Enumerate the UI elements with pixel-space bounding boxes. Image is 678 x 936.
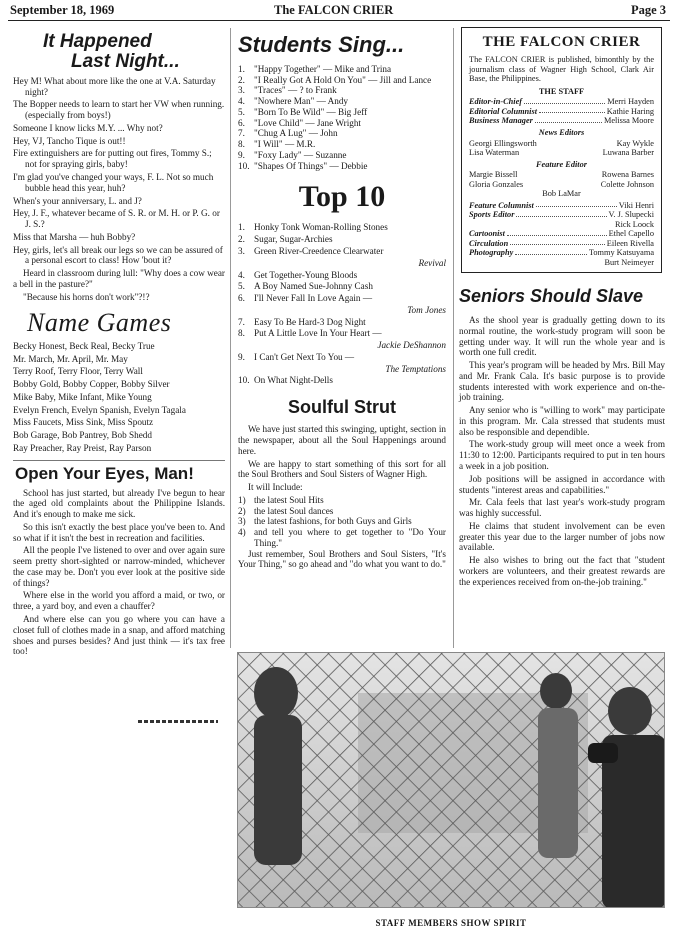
staff-heading: THE STAFF	[538, 86, 585, 96]
gossip-item: Fire extinguishers are for putting out fires, Tommy S.; not for spraying girls, baby!	[13, 148, 212, 170]
column-rule	[230, 28, 231, 648]
staff-member: Gloria Gonzales	[469, 179, 524, 189]
item-number: 2)	[238, 505, 246, 516]
name-game-item: Mike Baby, Mike Infant, Mike Young	[13, 391, 152, 402]
staff-role-row	[469, 107, 654, 117]
gossip-list	[13, 76, 225, 266]
chart-song-item	[238, 317, 446, 329]
item-text: "Foxy Lady" — Suzanne	[254, 149, 347, 160]
leader-dots	[471, 258, 602, 265]
closing-punchline: "Because his horns don't work"?!?	[23, 291, 150, 302]
soulful-list-item	[238, 495, 446, 506]
open-eyes-article	[13, 488, 225, 657]
item-number: 1)	[238, 494, 246, 505]
song-artist: Revival	[418, 257, 446, 268]
item-text: "Born To Be Wild" — Big Jeff	[254, 106, 368, 117]
staff-member: Lisa Waterman	[469, 148, 520, 158]
staff-role-row	[469, 229, 654, 239]
article-paragraph: School has just started, but already I've begun to hear the aged old complaints about the Philippine Islands. And it's enough to make me sick.	[13, 487, 225, 520]
article-paragraph: He claims that student involvement can be even greater this year due to the larger number of jobs now available.	[459, 520, 665, 553]
staff-role-row	[469, 201, 654, 211]
song-title: I Can't Get Next To You —	[254, 351, 355, 362]
item-text: "Shapes Of Things" — Debbie	[254, 160, 368, 171]
song-dedication-item	[238, 85, 446, 96]
song-artist: Tom Jones	[407, 304, 446, 315]
name-game-item: Bobby Gold, Bobby Copper, Bobby Silver	[13, 379, 170, 390]
item-number: 10.	[238, 160, 250, 171]
song-title: Easy To Be Hard-3 Dog Night	[254, 316, 366, 327]
item-text: "I Really Got A Hold On You" — Jill and Lance	[254, 74, 432, 85]
song-title: Sugar, Sugar-Archies	[254, 234, 333, 245]
name-game-item: Evelyn French, Evelyn Spanish, Evelyn Tagala	[13, 404, 186, 415]
chart-song-item	[238, 352, 446, 364]
item-number: 9.	[238, 351, 245, 362]
news-editors-heading: News Editors	[538, 127, 585, 137]
chart-song-item	[238, 375, 446, 387]
staff-name: Bob LaMar	[542, 189, 581, 199]
column-right	[459, 286, 665, 589]
issue-date: September 18, 1969	[10, 3, 115, 17]
article-paragraph: All the people I've listened to over and over again sure seem pretty short-sighted or narrow-minded, whichever the case may be. Don't you ever look at the positive side of things?	[13, 545, 225, 588]
chart-song-item	[238, 293, 446, 305]
leader-dots	[524, 97, 605, 104]
soulful-para: We are happy to start something of this sort for all the Soul Brothers and Soul Sisters of Wagner High.	[238, 458, 446, 480]
soulful-list-item	[238, 506, 446, 517]
staff-role: Editor-in-Chief	[469, 97, 523, 107]
chart-song-item	[238, 281, 446, 293]
column-middle	[238, 32, 446, 572]
item-number: 1.	[238, 63, 245, 74]
staff-photo	[237, 652, 665, 908]
staff-member: Margie Bissell	[469, 170, 518, 180]
staff-member: Rick Loock	[615, 219, 654, 229]
soulful-list	[238, 495, 446, 549]
staff-member: V. J. Slupecki	[608, 210, 654, 220]
leader-dots	[536, 201, 617, 208]
name-game-item: Mr. March, Mr. April, Mr. May	[13, 353, 128, 364]
leader-dots	[515, 248, 587, 255]
staff-box	[461, 27, 662, 273]
song-title: I'll Never Fall In Love Again —	[254, 293, 373, 304]
item-number: 2.	[238, 74, 245, 85]
song-dedication-item	[238, 118, 446, 129]
chart-song-item	[238, 270, 446, 282]
photo-image	[238, 653, 665, 908]
feature-editor-heading: Feature Editor	[536, 159, 587, 169]
item-number: 7.	[238, 128, 245, 139]
paper-name: The FALCON CRIER	[274, 3, 394, 17]
gossip-item: I'm glad you've changed your ways, F. L. Not so much bubble head this year, huh?	[13, 172, 214, 193]
news-editors	[469, 139, 654, 158]
top-10-list	[238, 222, 446, 387]
staff-member: Georgi Ellingsworth	[469, 138, 537, 148]
name-game-item: Ray Preacher, Ray Preist, Ray Parson	[13, 442, 152, 453]
column-rule	[453, 28, 454, 648]
gossip-item: Hey, J. F., whatever became of S. R. or M. H. or P. G. or J. S.?	[13, 208, 220, 230]
staff-role-row	[469, 258, 654, 268]
article-paragraph: Any senior who is "willing to work" may participate in this program. Mr. Cala stressed that students must also be responsible and dependible.	[459, 405, 665, 437]
staff-member: Kathie Haring	[606, 106, 654, 116]
divider	[13, 460, 225, 461]
name-game-item: Miss Faucets, Miss Sink, Miss Spoutz	[13, 417, 154, 428]
article-paragraph: As the shool year is gradually getting down to its normal routine, the work-study program will soon be getting under way. It will run the whole year and is worth one full credit.	[459, 315, 665, 358]
staff-member: Colette Johnson	[600, 179, 654, 189]
chart-song-item	[238, 328, 446, 340]
open-eyes-heading: Open Your Eyes, Man!	[15, 463, 194, 483]
staff-role-row	[469, 239, 654, 249]
name-game-item: Becky Honest, Beck Real, Becky True	[13, 340, 155, 351]
item-number: 3.	[238, 246, 245, 257]
gossip-item: Hey, girls, let's all break our legs so we can be assured of a personal escort to class! How 'bout it?	[13, 244, 223, 266]
students-sing-heading: Students Sing...	[238, 32, 405, 57]
name-game-item: Bob Garage, Bob Pantrey, Bob Shedd	[13, 430, 152, 441]
article-paragraph: Mr. Cala feels that last year's work-study program was highly successful.	[459, 497, 665, 519]
song-dedication-item	[238, 96, 446, 107]
soulful-para: Just remember, Soul Brothers and Soul Sisters, "It's Your Thing," so go ahead and "do what you want to do."	[238, 548, 446, 570]
song-title: Get Together-Young Bloods	[254, 269, 358, 280]
song-dedication-item	[238, 161, 446, 172]
article-paragraph: Where else in the world you afford a maid, or two, or three, a yard boy, and even a chauffer?	[13, 590, 225, 612]
seniors-article	[459, 315, 665, 587]
item-number: 5.	[238, 106, 245, 117]
item-text: "Nowhere Man" — Andy	[254, 96, 349, 107]
item-text: "Happy Together" — Mike and Trina	[254, 63, 392, 74]
staff-role-row	[469, 210, 654, 220]
staff-role: Editorial Columnist	[469, 106, 538, 116]
item-text: the latest Soul dances	[254, 505, 334, 516]
item-number: 6.	[238, 293, 245, 304]
staff-role-row	[469, 116, 654, 126]
leader-dots	[535, 116, 602, 123]
item-text: "I Will" — M.R.	[254, 139, 316, 150]
staff-member: Melissa Moore	[603, 116, 654, 126]
staff-member: Viki Henri	[618, 200, 654, 210]
item-number: 8.	[238, 139, 245, 150]
staff-member: Eileen Rivella	[606, 238, 654, 248]
heading-line: Last Night...	[71, 50, 180, 72]
staff-role: Sports Editor	[469, 210, 515, 220]
staff-roles	[469, 97, 654, 126]
staff-pair-row	[469, 170, 654, 180]
chart-song-item	[238, 222, 446, 234]
heading-line: It Happened	[43, 31, 152, 52]
item-text: and tell you where to get together to "Do Your Thing."	[254, 527, 446, 548]
staff-role: Cartoonist	[469, 229, 505, 239]
soulful-strut-heading: Soulful Strut	[288, 397, 396, 418]
masthead	[8, 0, 670, 21]
item-number: 4.	[238, 269, 245, 280]
article-paragraph: The work-study group will meet once a week from 11:30 to 12:00. Participants required to put in ten hours a week in a job position.	[459, 439, 665, 471]
column-left	[13, 32, 225, 659]
staff-pair-row	[469, 180, 654, 190]
name-games-list	[13, 341, 225, 454]
song-dedication-item	[238, 128, 446, 139]
staff-role-row	[469, 97, 654, 107]
soulful-para: We have just started this swinging, uptight, section in the newspaper, about all the Soul Happenings around here.	[238, 424, 446, 456]
item-text: the latest fashions, for both Guys and Girls	[254, 516, 412, 527]
staff-role: Circulation	[469, 238, 509, 248]
gossip-item: The Bopper needs to learn to start her VW when running. (especially from boys!)	[13, 99, 225, 121]
leader-dots	[507, 229, 607, 236]
chart-song-item	[238, 246, 446, 258]
top-10-heading: Top 10	[298, 180, 386, 214]
leader-dots	[516, 210, 606, 217]
song-title: Green River-Creedence Clearwater	[254, 246, 384, 257]
it-happened-heading	[13, 32, 225, 72]
article-paragraph: So this isn't exactly the best place you've been to. And so what if it isn't the best in recreation and facilities.	[13, 521, 225, 543]
staff-roles-2	[469, 201, 654, 268]
item-number: 3.	[238, 85, 245, 96]
article-paragraph: And where else can you go where you can have a closet full of clothes made in a snap, and afford matching shoes and purses besides? And just think — it's tax free too!	[13, 614, 225, 657]
gossip-item: Miss that Marsha — huh Bobby?	[13, 231, 136, 242]
item-number: 9.	[238, 149, 245, 160]
staff-role: Feature Columnist	[469, 200, 534, 210]
staff-member: Ethel Capello	[608, 229, 654, 239]
staff-pair-row	[469, 139, 654, 149]
staff-member: Burt Neimeyer	[604, 257, 654, 267]
item-text: the latest Soul Hits	[254, 494, 324, 505]
song-dedication-item	[238, 139, 446, 150]
photo-caption: STAFF MEMBERS SHOW SPIRIT	[375, 918, 527, 928]
item-number: 4.	[238, 96, 245, 107]
staff-member: Kay Wykle	[616, 138, 654, 148]
song-dedication-item	[238, 64, 446, 75]
item-number: 2.	[238, 234, 245, 245]
gossip-item: Hey M! What about more like the one at V.A. Saturday night?	[13, 75, 216, 97]
name-games-heading: Name Games	[27, 308, 172, 338]
staff-member: Luwana Barber	[602, 148, 654, 158]
item-number: 6.	[238, 117, 245, 128]
item-number: 7.	[238, 316, 245, 327]
song-title: A Boy Named Sue-Johnny Cash	[254, 281, 373, 292]
staff-box-intro: The FALCON CRIER is published, bimonthly by the journalism class of Wagner High School, Clark Air Base, the Philippines.	[469, 55, 654, 84]
song-title: On What Night-Dells	[254, 375, 333, 386]
item-number: 4)	[238, 527, 246, 538]
staff-role: Photography	[469, 248, 514, 258]
article-paragraph: He also wishes to bring out the fact that "student workers are volunteers, and their greatest rewards are the experiences received from on-the-job training."	[459, 555, 665, 587]
staff-role: Business Manager	[469, 116, 533, 126]
torn-edge	[138, 720, 218, 723]
song-artist: Jackie DeShannon	[377, 340, 446, 351]
staff-box-title: THE FALCON CRIER	[482, 34, 641, 50]
item-text: "Chug A Lug" — John	[254, 128, 338, 139]
item-number: 8.	[238, 328, 245, 339]
soulful-list-item	[238, 527, 446, 549]
item-number: 1.	[238, 222, 245, 233]
item-text: "Traces" — ? to Frank	[254, 85, 337, 96]
song-title: Put A Little Love In Your Heart —	[254, 328, 382, 339]
name-game-item: Terry Roof, Terry Floor, Terry Wall	[13, 366, 143, 377]
item-number: 5.	[238, 281, 245, 292]
article-paragraph: This year's program will be headed by Mrs. Bill May and Mr. Frank Cala. It's basic purpose is to provide students interested with work experience and on-the-job training.	[459, 360, 665, 403]
feature-editors	[469, 170, 654, 189]
leader-dots	[471, 220, 613, 227]
item-text: "Love Child" — Jane Wright	[254, 117, 361, 128]
song-dedication-item	[238, 107, 446, 118]
staff-role-row	[469, 248, 654, 258]
closing-quote: Heard in classroom during lull: "Why does a cow wear a bell in the pasture?"	[13, 268, 225, 289]
item-number: 10.	[238, 375, 250, 386]
students-sing-list	[238, 64, 446, 172]
staff-member: Rowena Barnes	[601, 170, 654, 180]
gossip-item: Someone I know licks M.Y. ... Why not?	[13, 122, 163, 133]
article-paragraph: Job positions will be assigned in accordance with students "interest areas and capabilities."	[459, 473, 665, 495]
leader-dots	[510, 239, 605, 246]
staff-pair-row	[469, 148, 654, 158]
song-artist: The Temptations	[385, 363, 446, 374]
gossip-item: Hey, VJ, Tancho Tique is out!!	[13, 135, 126, 146]
seniors-heading: Seniors Should Slave	[459, 286, 644, 306]
staff-member: Merri Hayden	[607, 97, 654, 107]
song-dedication-item	[238, 75, 446, 86]
staff-member: Tommy Katsuyama	[588, 248, 654, 258]
song-dedication-item	[238, 150, 446, 161]
chart-song-item	[238, 234, 446, 246]
soulful-para: It will Include:	[248, 482, 303, 493]
song-title: Honky Tonk Woman-Rolling Stones	[254, 222, 388, 233]
leader-dots	[539, 107, 605, 114]
staff-role-row	[469, 220, 654, 230]
gossip-item: When's your anniversary, L. and J?	[13, 195, 142, 206]
page-number: Page 3	[630, 3, 666, 17]
soulful-list-item	[238, 516, 446, 527]
item-number: 3)	[238, 516, 246, 527]
